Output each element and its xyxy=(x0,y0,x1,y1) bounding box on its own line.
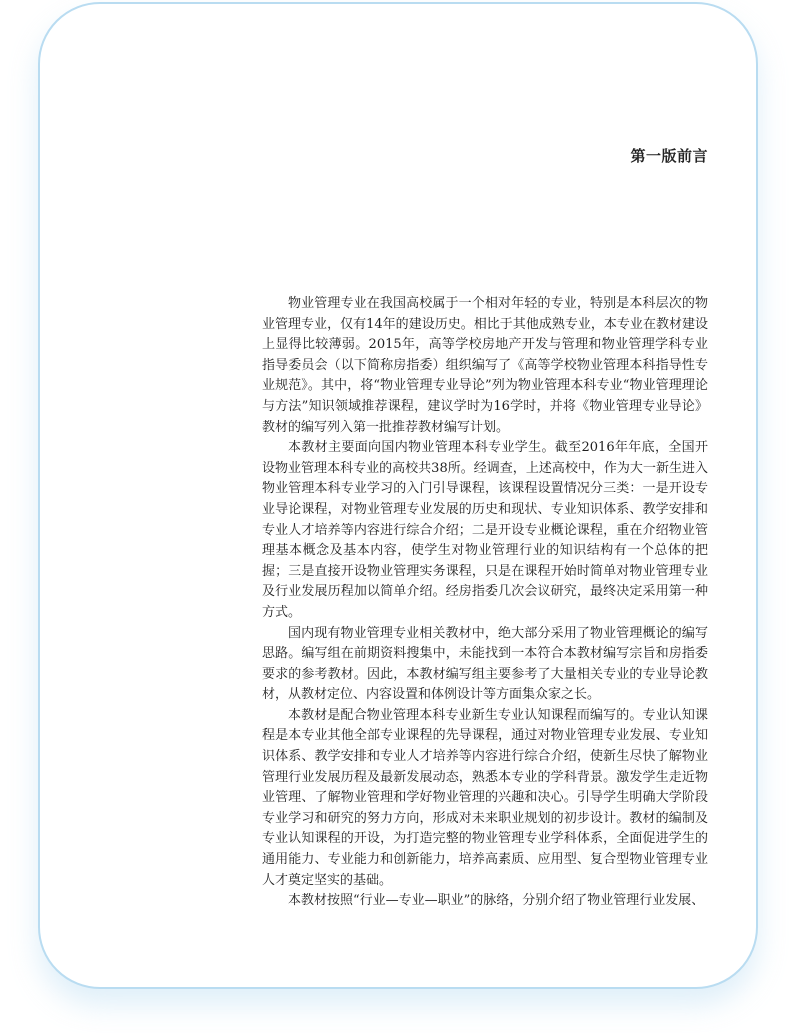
paragraph: 本教材按照“行业—专业—职业”的脉络，分别介绍了物业管理行业发展、 xyxy=(288,893,705,909)
paragraph: 国内现有物业管理专业相关教材中，绝大部分采用了物业管理概论的编写思路。编写组在前期资料搜集中，未能找到一本符合本教材编写宗旨和房指委要求的参考教材。因此，本教材编写组主要参考了大量相关专业的专业导论教材，从教材定位、内容设置和体例设计等方面集众家之长。 xyxy=(262,625,708,703)
paragraph: 本教材是配合物业管理本科专业新生专业认知课程而编写的。专业认知课程是本专业其他全部专业课程的先导课程，通过对物业管理专业发展、专业知识体系、教学安排和专业人才培养等内容进行综合介绍，使新生尽快了解物业管理行业发展历程及最新发展动态，熟悉本专业的学科背景。激发学生走近物业管理、了解物业管理和学好物业管理的兴趣和决心。引导学生明确大学阶段专业学习和研究的努力方向，形成对未来职业规划的初步设计。教材的编制及专业认知课程的开设，为打造完整的物业管理专业学科体系，全面促进学生的通用能力、专业能力和创新能力，培养高素质、应用型、复合型物业管理专业人才奠定坚实的基础。 xyxy=(262,707,708,888)
preface-body xyxy=(262,294,708,912)
paragraph: 本教材主要面向国内物业管理本科专业学生。截至2016年年底，全国开设物业管理本科专业的高校共38所。经调查，上述高校中，作为大一新生进入物业管理本科专业学习的入门引导课程，该课程设置情况分三类：一是开设专业导论课程，对物业管理专业发展的历史和现状、专业知识体系、教学安排和专业人才培养等内容进行综合介绍；二是开设专业概论课程，重在介绍物业管理基本概念及基本内容，使学生对物业管理行业的知识结构有一个总体的把握；三是直接开设物业管理实务课程，只是在课程开始时简单对物业管理专业及行业发展历程加以简单介绍。经房指委几次会议研究，最终决定采用第一种方式。 xyxy=(262,440,708,620)
paragraph: 物业管理专业在我国高校属于一个相对年轻的专业，特别是本科层次的物业管理专业，仅有14年的建设历史。相比于其他成熟专业，本专业在教材建设上显得比较薄弱。2015年，高等学校房地产开发与管理和物业管理学科专业指导委员会（以下简称房指委）组织编写了《高等学校物业管理本科指导性专业规范》。其中，将“物业管理专业导论”列为物业管理本科专业“物业管理理论与方法”知识领域推荐课程，建议学时为16学时，并将《物业管理专业导论》教材的编写列入第一批推荐教材编写计划。 xyxy=(262,296,708,435)
page-title: 第一版前言 xyxy=(630,147,708,165)
page-frame xyxy=(38,2,758,989)
